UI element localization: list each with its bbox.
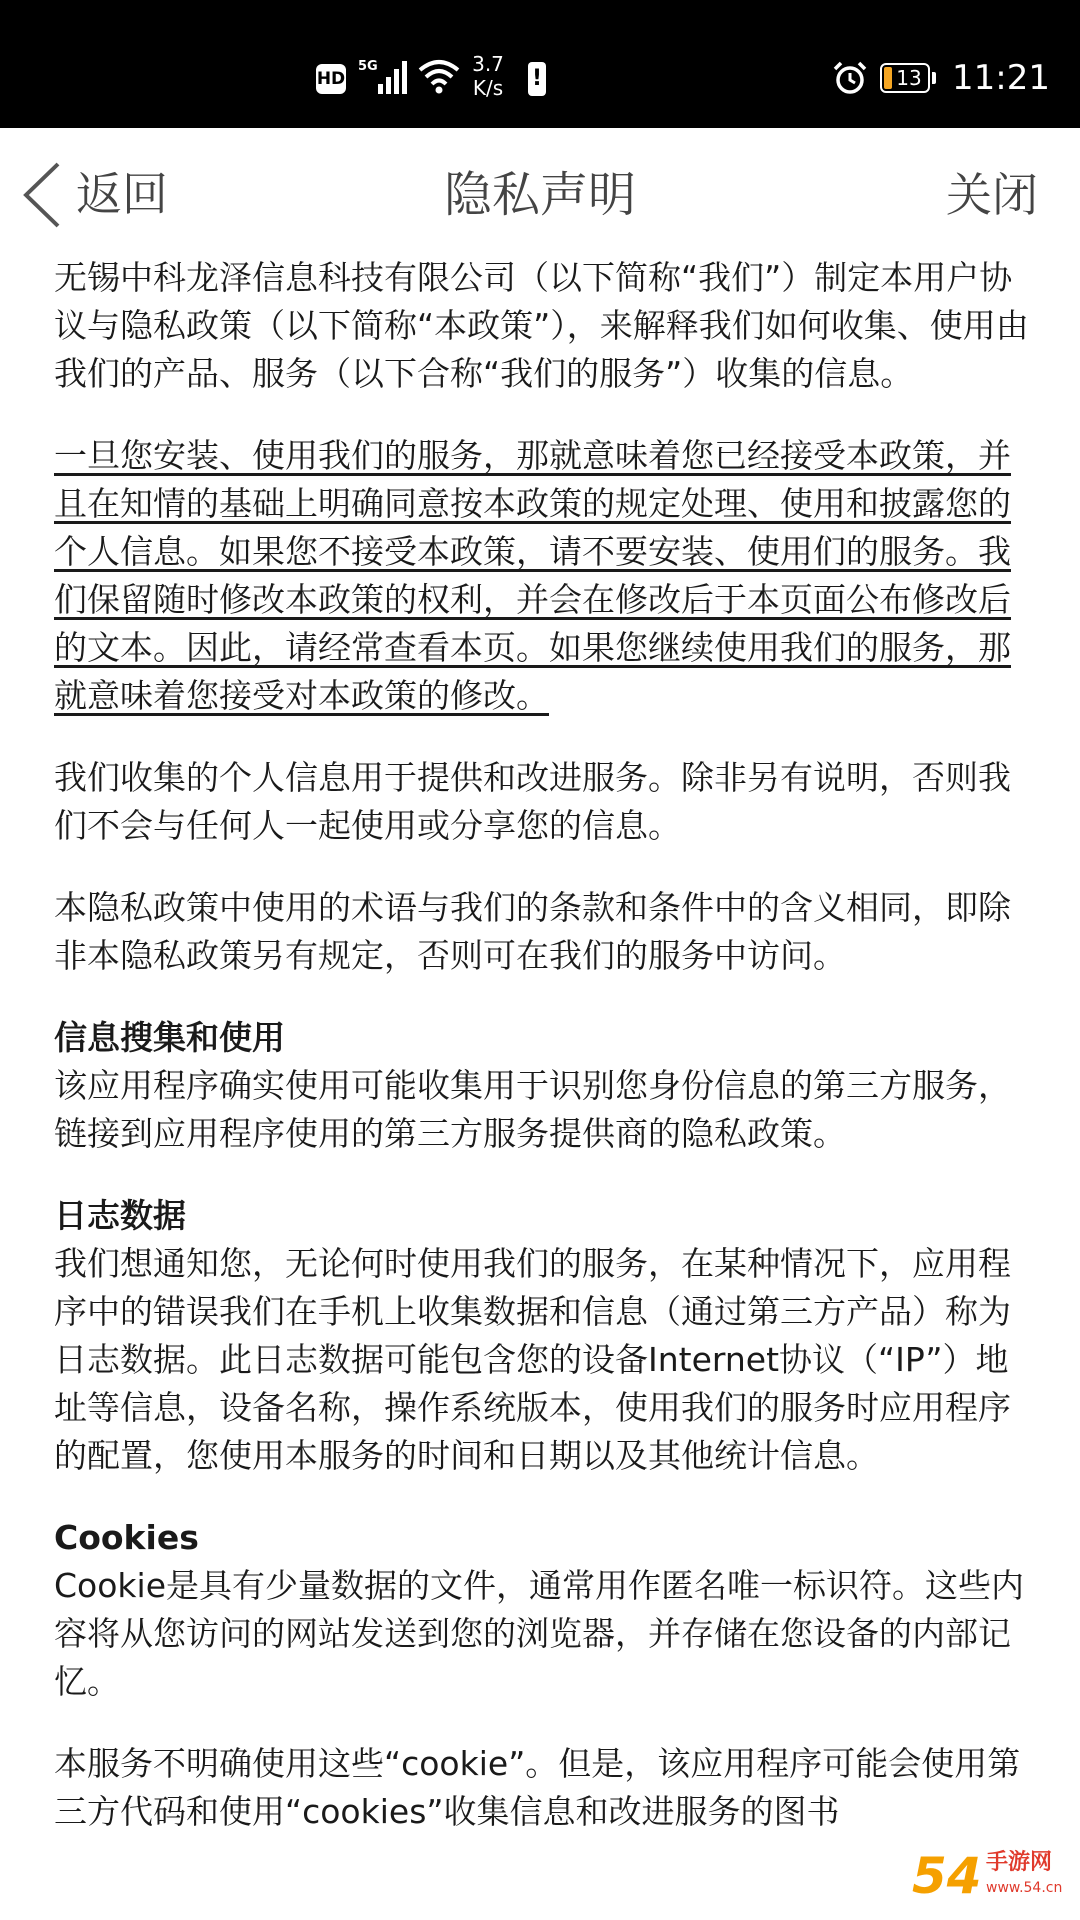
network-type-label: 5G <box>358 59 378 74</box>
hd-voice-icon: HD <box>316 64 346 94</box>
paragraph-consent: 一旦您安装、使用我们的服务，那就意味着您已经接受本政策，并且在知情的基础上明确同意按本政策的规定处理、使用和披露您的个人信息。如果您不接受本政策，请不要安装、使用们的服务。我们保留随时修改本政策的权利，并会在修改后于本页面公布修改后的文本。因此，请经常查看本页。如果您继续使用我们的服务，那就意味着您接受对本政策的修改。 <box>54 436 1011 715</box>
clock-time: 11:21 <box>952 58 1050 98</box>
heading-log-data: 日志数据 <box>54 1196 186 1235</box>
privacy-content[interactable] <box>54 254 1030 1870</box>
watermark-number: 54 <box>912 1847 982 1905</box>
back-button-label: 返回 <box>76 167 168 221</box>
status-bar <box>0 0 1080 128</box>
network-speed-value: 3.7 <box>472 52 504 76</box>
chevron-left-icon <box>22 162 62 228</box>
paragraph-cookie-usage: 本服务不明确使用这些“cookie”。但是，该应用程序可能会使用第三方代码和使用“cookies”收集信息和改进服务的图书 <box>54 1744 1021 1831</box>
nav-bar <box>0 128 1080 260</box>
alarm-clock-icon <box>832 60 868 96</box>
page-title: 隐私声明 <box>443 167 636 223</box>
network-speed <box>466 52 510 100</box>
paragraph-log-data: 我们想通知您，无论何时使用我们的服务，在某种情况下，应用程序中的错误我们在手机上收集数据和信息（通过第三方产品）称为日志数据。此日志数据可能包含您的设备Internet协议（“IP”）地址等信息，设备名称，操作系统版本，使用我们的服务时应用程序的配置，您使用本服务的时间和日期以及其他统计信息。 <box>54 1244 1011 1475</box>
signal-strength-icon <box>378 60 410 94</box>
back-button[interactable] <box>22 158 192 230</box>
paragraph-cookies: Cookie是具有少量数据的文件，通常用作匿名唯一标识符。这些内容将从您访问的网站发送到您的浏览器，并存储在您设备的内部记忆。 <box>54 1566 1025 1701</box>
paragraph-usage: 我们收集的个人信息用于提供和改进服务。除非另有说明，否则我们不会与任何人一起使用或分享您的信息。 <box>54 758 1011 845</box>
wifi-icon <box>418 58 460 94</box>
heading-info-collection: 信息搜集和使用 <box>54 1018 285 1057</box>
paragraph-info-collection: 该应用程序确实使用可能收集用于识别您身份信息的第三方服务，链接到应用程序使用的第三方服务提供商的隐私政策。 <box>54 1066 1011 1153</box>
network-speed-unit: K/s <box>472 76 504 100</box>
battery-tip <box>932 72 936 84</box>
watermark-url: www.54.cn <box>986 1880 1063 1896</box>
paragraph-terms: 本隐私政策中使用的术语与我们的条款和条件中的含义相同，即除非本隐私政策另有规定，否则可在我们的服务中访问。 <box>54 888 1011 975</box>
heading-cookies: Cookies <box>54 1518 199 1557</box>
alert-icon: ! <box>528 62 546 96</box>
battery-icon <box>880 63 930 93</box>
site-watermark <box>912 1844 1072 1914</box>
paragraph-intro: 无锡中科龙泽信息科技有限公司（以下简称“我们”）制定本用户协议与隐私政策（以下简称“本政策”），来解释我们如何收集、使用由我们的产品、服务（以下合称“我们的服务”）收集的信息。 <box>54 258 1029 393</box>
close-button[interactable]: 关闭 <box>946 168 1038 222</box>
watermark-name: 手游网 <box>986 1850 1053 1875</box>
battery-level: 13 <box>896 66 922 90</box>
